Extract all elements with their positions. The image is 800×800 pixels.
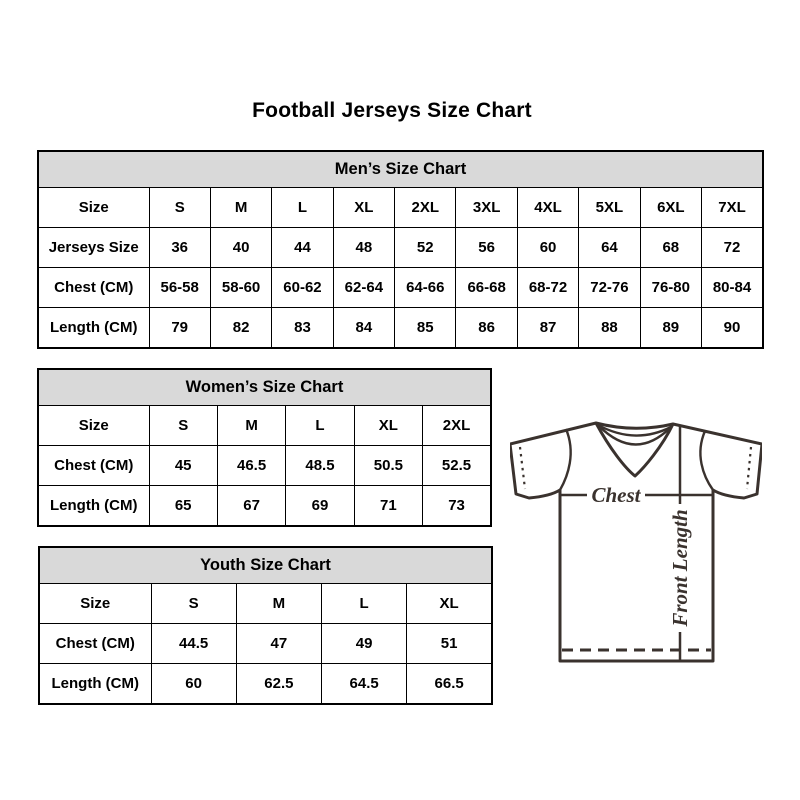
womens-size-table bbox=[37, 368, 492, 527]
row-label: Chest (CM) bbox=[38, 268, 149, 308]
size-cell: 62.5 bbox=[236, 664, 321, 705]
table-row bbox=[39, 624, 492, 664]
size-cell: 68-72 bbox=[517, 268, 578, 308]
size-cell: 62-64 bbox=[333, 268, 394, 308]
size-cell: 85 bbox=[395, 308, 456, 349]
size-cell: 72-76 bbox=[579, 268, 640, 308]
row-label: Length (CM) bbox=[38, 486, 149, 527]
size-cell: 4XL bbox=[517, 188, 578, 228]
size-cell: M bbox=[236, 584, 321, 624]
size-cell: S bbox=[149, 406, 217, 446]
size-cell: 49 bbox=[322, 624, 407, 664]
size-cell: 60-62 bbox=[272, 268, 333, 308]
size-cell: S bbox=[149, 188, 210, 228]
table-title: Women’s Size Chart bbox=[38, 369, 491, 406]
row-label: Length (CM) bbox=[38, 308, 149, 349]
size-cell: 48 bbox=[333, 228, 394, 268]
size-cell: 51 bbox=[407, 624, 492, 664]
size-cell: 64-66 bbox=[395, 268, 456, 308]
size-cell: 82 bbox=[210, 308, 271, 349]
row-label: Length (CM) bbox=[39, 664, 151, 705]
size-cell: 40 bbox=[210, 228, 271, 268]
table-row bbox=[38, 486, 491, 527]
size-cell: 52 bbox=[395, 228, 456, 268]
jersey-diagram bbox=[510, 418, 762, 668]
size-cell: 90 bbox=[702, 308, 763, 349]
row-label: Size bbox=[39, 584, 151, 624]
size-cell: 79 bbox=[149, 308, 210, 349]
size-cell: 67 bbox=[217, 486, 285, 527]
row-label: Size bbox=[38, 406, 149, 446]
size-cell: 60 bbox=[151, 664, 236, 705]
size-cell: 66-68 bbox=[456, 268, 517, 308]
size-cell: 5XL bbox=[579, 188, 640, 228]
size-cell: 76-80 bbox=[640, 268, 701, 308]
jersey-outline bbox=[510, 423, 762, 661]
page-title: Football Jerseys Size Chart bbox=[252, 99, 532, 122]
size-cell: XL bbox=[333, 188, 394, 228]
size-cell: 83 bbox=[272, 308, 333, 349]
table-row bbox=[38, 188, 763, 228]
row-label: Chest (CM) bbox=[39, 624, 151, 664]
size-cell: 45 bbox=[149, 446, 217, 486]
front-length-label: Front Length bbox=[668, 509, 692, 627]
size-cell: L bbox=[286, 406, 354, 446]
size-cell: L bbox=[322, 584, 407, 624]
size-cell: 87 bbox=[517, 308, 578, 349]
size-cell: L bbox=[272, 188, 333, 228]
size-cell: 68 bbox=[640, 228, 701, 268]
size-cell: 44.5 bbox=[151, 624, 236, 664]
table-row bbox=[39, 584, 492, 624]
size-cell: 64.5 bbox=[322, 664, 407, 705]
size-cell: 58-60 bbox=[210, 268, 271, 308]
size-cell: M bbox=[217, 406, 285, 446]
table-row bbox=[38, 308, 763, 349]
row-label: Chest (CM) bbox=[38, 446, 149, 486]
size-cell: 46.5 bbox=[217, 446, 285, 486]
youth-size-table bbox=[38, 546, 493, 705]
table-row bbox=[38, 406, 491, 446]
size-cell: 48.5 bbox=[286, 446, 354, 486]
size-cell: 66.5 bbox=[407, 664, 492, 705]
size-cell: 69 bbox=[286, 486, 354, 527]
mens-size-table bbox=[37, 150, 764, 349]
size-cell: M bbox=[210, 188, 271, 228]
table-row bbox=[38, 228, 763, 268]
size-cell: XL bbox=[354, 406, 422, 446]
size-cell: 60 bbox=[517, 228, 578, 268]
size-cell: 47 bbox=[236, 624, 321, 664]
size-cell: 84 bbox=[333, 308, 394, 349]
table-title: Youth Size Chart bbox=[39, 547, 492, 584]
size-cell: 52.5 bbox=[423, 446, 491, 486]
size-cell: 64 bbox=[579, 228, 640, 268]
size-cell: 3XL bbox=[456, 188, 517, 228]
size-cell: 80-84 bbox=[702, 268, 763, 308]
chest-label: Chest bbox=[591, 483, 641, 507]
row-label: Jerseys Size bbox=[38, 228, 149, 268]
row-label: Size bbox=[38, 188, 149, 228]
size-cell: 56 bbox=[456, 228, 517, 268]
size-cell: 73 bbox=[423, 486, 491, 527]
size-cell: 88 bbox=[579, 308, 640, 349]
size-cell: XL bbox=[407, 584, 492, 624]
size-cell: 71 bbox=[354, 486, 422, 527]
size-cell: S bbox=[151, 584, 236, 624]
size-cell: 50.5 bbox=[354, 446, 422, 486]
size-cell: 2XL bbox=[395, 188, 456, 228]
table-row bbox=[38, 446, 491, 486]
size-cell: 2XL bbox=[423, 406, 491, 446]
size-cell: 72 bbox=[702, 228, 763, 268]
size-cell: 86 bbox=[456, 308, 517, 349]
table-title: Men’s Size Chart bbox=[38, 151, 763, 188]
size-cell: 65 bbox=[149, 486, 217, 527]
size-cell: 56-58 bbox=[149, 268, 210, 308]
table-row bbox=[38, 268, 763, 308]
table-row bbox=[39, 664, 492, 705]
size-cell: 36 bbox=[149, 228, 210, 268]
size-cell: 89 bbox=[640, 308, 701, 349]
size-cell: 44 bbox=[272, 228, 333, 268]
size-cell: 7XL bbox=[702, 188, 763, 228]
size-cell: 6XL bbox=[640, 188, 701, 228]
